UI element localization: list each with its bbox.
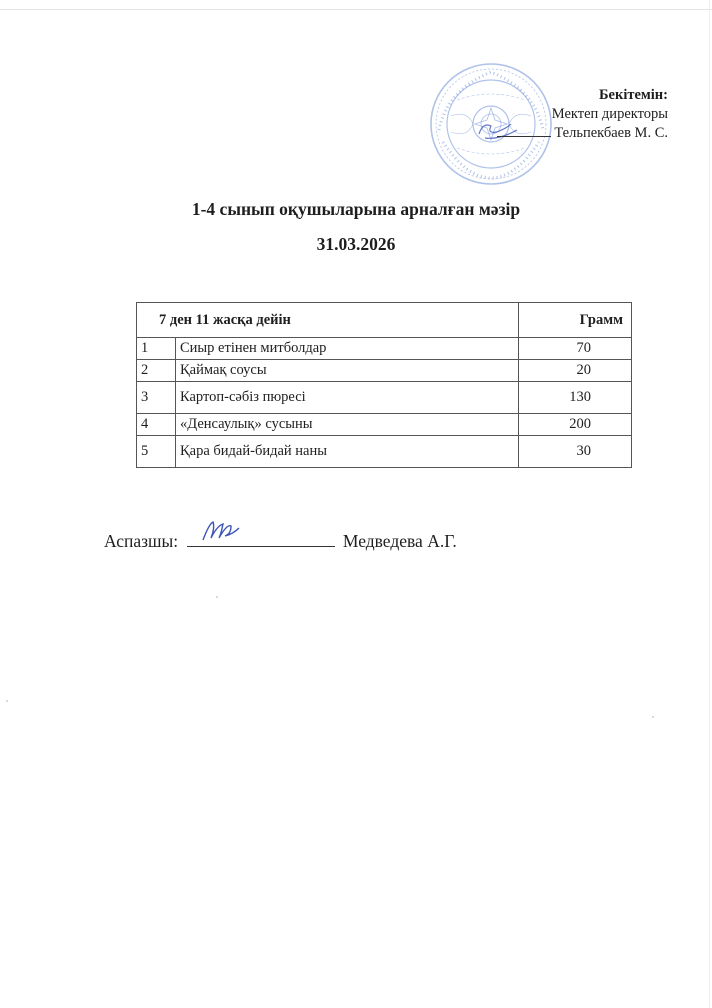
cook-handwritten-signature — [201, 518, 241, 544]
table-row — [137, 360, 632, 382]
approval-block — [497, 86, 668, 143]
row-number: 5 — [137, 436, 176, 468]
table-row — [137, 436, 632, 468]
dish-name: Картоп-сәбіз пюресі — [176, 382, 519, 414]
document-date: 31.03.2026 — [316, 234, 396, 254]
cook-signature-block — [104, 530, 457, 552]
table-row — [137, 382, 632, 414]
scan-edge-right — [709, 0, 710, 1008]
header-gram: Грамм — [519, 303, 632, 338]
dish-gram: 200 — [519, 414, 632, 436]
approval-name-line — [497, 124, 668, 143]
approval-name: Тельпекбаев М. С. — [554, 125, 668, 141]
row-number: 1 — [137, 338, 176, 360]
dish-gram: 130 — [519, 382, 632, 414]
scan-edge-top — [0, 9, 712, 10]
row-number: 4 — [137, 414, 176, 436]
cook-name: Медведева А.Г. — [342, 531, 457, 551]
table-row — [137, 414, 632, 436]
dish-gram: 30 — [519, 436, 632, 468]
row-number: 2 — [137, 360, 176, 382]
approval-position: Мектеп директоры — [551, 106, 668, 122]
dish-name: «Денсаулық» сусыны — [176, 414, 519, 436]
document-title: 1-4 сынып оқушыларына арналған мәзір — [191, 199, 521, 219]
approval-title: Бекітемін: — [598, 87, 668, 103]
menu-table — [136, 302, 632, 468]
dish-name: Қаймақ соусы — [176, 360, 519, 382]
dish-name: Сиыр етінен митболдар — [176, 338, 519, 360]
dish-gram: 70 — [519, 338, 632, 360]
director-signature-line — [497, 124, 551, 137]
table-row — [137, 338, 632, 360]
dish-name: Қара бидай-бидай наны — [176, 436, 519, 468]
row-number: 3 — [137, 382, 176, 414]
scan-speck — [6, 700, 8, 702]
scan-speck — [652, 716, 654, 718]
cook-label: Аспазшы: — [104, 531, 179, 551]
dish-gram: 20 — [519, 360, 632, 382]
table-header-row — [137, 303, 632, 338]
header-age-group: 7 ден 11 жасқа дейін — [137, 303, 519, 338]
cook-signature-line — [187, 530, 335, 547]
scan-speck — [216, 596, 218, 598]
